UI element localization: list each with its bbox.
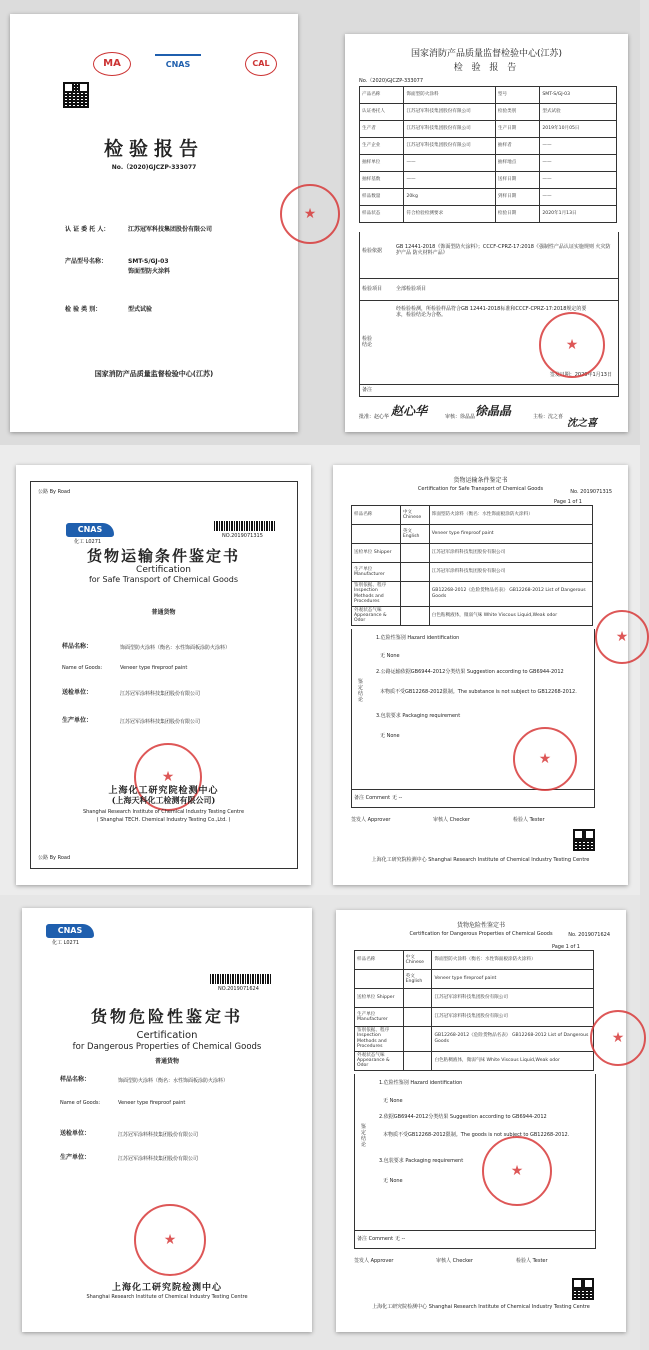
detail-footer: 上海化工研究院检测中心 Shanghai Research Institute of Chemical Industry Testing Centre xyxy=(372,1304,590,1310)
tester-label: 主检：沈之喜 xyxy=(533,414,564,420)
table-cell: —— xyxy=(540,155,617,172)
org-cn-2: (上海天科化工检测有限公司) xyxy=(111,795,216,805)
table-cell xyxy=(403,1027,432,1052)
table-cell: 江苏冠军涂料科技集团股份有限公司 xyxy=(432,989,594,1008)
table-cell: 饰面型防火涂料（衡名：水性饰面板涂防火涂料） xyxy=(432,951,594,970)
table-cell: 认证委托人 xyxy=(360,104,404,121)
by-road-bottom: 公路 By Road xyxy=(38,855,71,861)
table-row xyxy=(355,970,594,989)
name-value: 饰面型防火涂料（衡名：水性饰面板涂防火涂料） xyxy=(118,1078,229,1084)
table-cell: 抽样单位 xyxy=(360,155,404,172)
table-cell: 英文 English xyxy=(403,970,432,989)
conclusion-1: 1.危险性鉴别 Hazard identification xyxy=(376,635,460,641)
approver-label: 签发人 Approver xyxy=(354,1258,394,1264)
table-cell: Veneer type fireproof paint xyxy=(432,970,594,989)
detail-subtitle: Certification for Dangerous Properties of Chemical Goods xyxy=(409,931,553,937)
approver-label: 签发人 Approver xyxy=(351,817,391,823)
page-indicator: Page 1 of 1 xyxy=(551,944,580,950)
report-title: 检验报告 xyxy=(103,138,204,160)
table-row xyxy=(355,1008,594,1027)
cert-number: NO.2019071624 xyxy=(218,986,259,992)
comment-value: 无 -- xyxy=(392,795,403,801)
cert-number: NO.2019071315 xyxy=(222,533,263,539)
table-row xyxy=(360,172,617,189)
table-row xyxy=(352,606,593,625)
table-cell: 中文 Chinese xyxy=(400,506,429,525)
table-cell: 生产企业 xyxy=(360,138,404,155)
detail-header: 国家消防产品质量监督检验中心(江苏) xyxy=(410,49,563,59)
comment-label: 备注 Comment xyxy=(354,795,391,801)
conclusion-1: 1.危险性鉴别 Hazard identification xyxy=(379,1080,463,1086)
red-seal-stamp: ★ xyxy=(539,312,605,378)
conclusion-1b: 无 None xyxy=(380,653,400,659)
remark-block xyxy=(359,384,619,397)
table-cell: 送检单位 Shipper xyxy=(355,989,404,1008)
table-cell: —— xyxy=(540,138,617,155)
table-cell xyxy=(352,525,401,544)
table-cell: 2020年1月13日 xyxy=(540,206,617,223)
tester-label: 检验人 Tester xyxy=(513,817,545,823)
name-en-value: Veneer type fireproof paint xyxy=(118,1100,186,1106)
red-seal-stamp: ★ xyxy=(482,1136,552,1206)
table-cell: 中文 Chinese xyxy=(403,951,432,970)
table-row xyxy=(355,989,594,1008)
checker-label: 审核人 Checker xyxy=(436,1258,473,1264)
report-cover-page xyxy=(10,14,317,432)
table-cell: 2019年10月05日 xyxy=(540,121,617,138)
approver-label: 批准：赵心华 xyxy=(359,414,390,420)
items-label: 检验项目 xyxy=(362,286,383,292)
table-cell xyxy=(400,606,429,625)
table-cell: 生产日期 xyxy=(495,121,539,138)
approver-signature: 赵心华 xyxy=(391,404,428,418)
table-cell: 样品名称 xyxy=(352,506,401,525)
table-cell: 白色粘稠液体，微弱气味 White Viscous Liquid,Weak odor xyxy=(429,606,592,625)
maker-value: 江苏冠军涂料科技集团股份有限公司 xyxy=(120,719,201,725)
detail-number: No. 2019071315 xyxy=(570,489,612,495)
ma-logo: MA xyxy=(93,52,131,76)
comment-value: 无 -- xyxy=(395,1236,406,1242)
conclusion-2: 2.依据GB6944-2012分类结果 Suggestion according to GB6944-2012 xyxy=(379,1114,547,1120)
table-cell: 生产单位 Manufacturer xyxy=(352,563,401,582)
sender-value: 江苏冠军涂料科技集团股份有限公司 xyxy=(120,691,201,697)
cal-logo: CAL xyxy=(245,52,277,76)
conclusion-2: 2.公路运输依据GB6944-2012分类结果 Suggestion according to GB6944-2012 xyxy=(376,669,564,675)
table-cell: 样品名称 xyxy=(355,951,404,970)
table-cell: 样品状态 xyxy=(360,206,404,223)
table-cell: 英文 English xyxy=(400,525,429,544)
detail-title: 检 验 报 告 xyxy=(453,63,520,73)
table-cell xyxy=(400,582,429,607)
detail-title: 货物危险性鉴定书 xyxy=(456,922,505,929)
transport-detail-page xyxy=(333,465,628,885)
org-en: Shanghai Research Institute of Chemical Industry Testing Centre xyxy=(86,1294,248,1300)
edge-seal-stamp: ★ xyxy=(595,610,649,664)
detail-title: 货物运输条件鉴定书 xyxy=(453,477,508,484)
table-cell: 抽样地点 xyxy=(495,155,539,172)
sender-label: 送检单位： xyxy=(62,689,93,696)
conclusion-text: 经检验检测，所检验样品符合GB 12441-2018标准和CCCF-CPRZ-17:2018规定的要求，检验结论为合格。 xyxy=(396,306,587,318)
qr-code xyxy=(63,82,89,108)
table-row xyxy=(355,1027,594,1052)
org-cn: 上海化工研究院检测中心 xyxy=(111,1283,222,1293)
org-en-1: Shanghai Research Institute of Chemical Industry Testing Centre xyxy=(82,809,245,815)
name-label: 样品名称： xyxy=(62,643,93,650)
name-label: 样品名称： xyxy=(60,1076,91,1083)
table-cell: 型式试验 xyxy=(540,104,617,121)
table-cell: —— xyxy=(540,189,617,206)
table-cell: 样品数量 xyxy=(360,189,404,206)
report-detail-page xyxy=(345,34,628,432)
table-row xyxy=(360,206,617,223)
remark-label: 备注 xyxy=(362,387,373,393)
maker-label: 生产单位： xyxy=(60,1154,91,1161)
name-en-value: Veneer type fireproof paint xyxy=(120,665,188,671)
conclusion-2b: 本物质不受GB12268-2012限制。The substance is not subject to GB12268-2012. xyxy=(380,689,577,695)
table-cell: 江苏冠军科技集团股份有限公司 xyxy=(404,121,495,138)
qr-code xyxy=(573,829,595,851)
table-cell xyxy=(400,563,429,582)
qr-code xyxy=(572,1278,594,1300)
maker-label: 生产单位： xyxy=(62,717,93,724)
table-cell: 外观状态气味 Appearance & Odor xyxy=(352,606,401,625)
sender-label: 送检单位： xyxy=(60,1130,91,1137)
conclusion-3b: 无 None xyxy=(380,733,400,739)
basis-block xyxy=(359,232,619,279)
report-number: No.（2020)GJCZP-333077 xyxy=(111,164,197,171)
report-info-table xyxy=(359,86,617,223)
table-row xyxy=(360,104,617,121)
table-row xyxy=(352,563,593,582)
goods-info-table xyxy=(354,950,594,1071)
barcode xyxy=(214,521,276,531)
red-seal-stamp: ★ xyxy=(134,1204,206,1276)
comment-label: 备注 Comment xyxy=(357,1236,394,1242)
basis-text: GB 12441-2018《饰面型防火涂料》；CCCF-CPRZ-17:2018《强制性产品认证实施规则 火灾防护产品 防火材料产品》 xyxy=(396,244,611,256)
table-cell: 饰面型防火涂料（衡名：水性饰面板涂防火涂料） xyxy=(429,506,592,525)
cert-title-en-1: Certification xyxy=(136,1030,198,1041)
org-en-2: ( Shanghai TECH. Chemical Industry Testing Co.,Ltd. ) xyxy=(96,817,231,823)
cert-title-en-2: for Safe Transport of Chemical Goods xyxy=(88,575,239,584)
table-cell: 江苏冠军涂料科技集团股份有限公司 xyxy=(432,1008,594,1027)
red-seal-stamp: ★ xyxy=(134,743,202,811)
goods-category: 普通货物 xyxy=(154,1058,179,1065)
table-cell: SMT-S/GJ-03 xyxy=(540,87,617,104)
table-row xyxy=(360,189,617,206)
items-text: 全部检验项目 xyxy=(396,286,427,292)
comment-block xyxy=(354,1230,596,1249)
detail-number: No.（2020)GJCZP-333077 xyxy=(359,78,424,84)
table-row xyxy=(352,525,593,544)
table-cell: 检验日期 xyxy=(495,206,539,223)
barcode xyxy=(210,974,272,984)
conclusion-2b: 本物质不受GB12268-2012限制。The goods is not subject to GB12268-2012. xyxy=(383,1132,570,1138)
cnas-sub: 化工 L0271 xyxy=(52,940,80,946)
table-cell: 符合检验检测要求 xyxy=(404,206,495,223)
side-label: 鉴 定 结 论 xyxy=(361,1124,367,1148)
tester-label: 检验人 Tester xyxy=(516,1258,548,1264)
conclusion-1b: 无 None xyxy=(383,1098,403,1104)
table-cell: 送样日期 xyxy=(495,172,539,189)
type-value: 型式试验 xyxy=(128,306,153,313)
conclusion-block xyxy=(354,1074,596,1231)
model-label: 产品型号名称： xyxy=(65,258,108,265)
cert-title-en-2: for Dangerous Properties of Chemical Goods xyxy=(72,1042,262,1052)
cnas-sub: 化工 L0271 xyxy=(74,539,102,545)
table-cell: 白色粘稠液体，微弱气味 White Viscous Liquid,Weak odor xyxy=(432,1051,594,1070)
cert-title: 货物危险性鉴定书 xyxy=(90,1007,243,1026)
basis-label: 检验依据 xyxy=(362,248,383,254)
red-seal-stamp: ★ xyxy=(513,727,577,791)
table-cell: GB12268-2012《危险货物品名表》 GB12268-2012 List of Dangerous Goods xyxy=(429,582,592,607)
table-cell: 20kg xyxy=(404,189,495,206)
table-cell xyxy=(355,970,404,989)
table-row xyxy=(360,138,617,155)
cnas-badge: CNAS xyxy=(46,924,94,938)
table-cell: 生产者 xyxy=(360,121,404,138)
checker-label: 审核人 Checker xyxy=(433,817,470,823)
org-cn-1: 上海化工研究院检测中心 xyxy=(108,786,219,796)
name-en-label: Name of Goods: xyxy=(62,665,103,671)
table-row xyxy=(355,951,594,970)
table-row xyxy=(360,87,617,104)
cert-title-en-1: Certification xyxy=(136,565,191,575)
table-cell: 产品名称 xyxy=(360,87,404,104)
detail-number: No. 2019071624 xyxy=(568,932,610,938)
table-cell: 江苏冠军涂料科技集团股份有限公司 xyxy=(429,563,592,582)
table-cell: —— xyxy=(540,172,617,189)
table-cell: 生产单位 Manufacturer xyxy=(355,1008,404,1027)
table-cell: 鉴别依据、程序 Inspection Methods and Procedures xyxy=(352,582,401,607)
table-cell: Veneer type fireproof paint xyxy=(429,525,592,544)
page-indicator: Page 1 of 1 xyxy=(553,499,582,505)
table-cell: 检验类别 xyxy=(495,104,539,121)
cnas-badge: CNAS xyxy=(66,523,114,537)
items-block xyxy=(359,278,619,301)
table-row xyxy=(352,582,593,607)
maker-value: 江苏冠军涂料科技集团股份有限公司 xyxy=(118,1156,199,1162)
table-cell: 江苏冠军科技集团股份有限公司 xyxy=(404,138,495,155)
checker-signature: 徐晶晶 xyxy=(475,404,512,418)
table-cell xyxy=(403,1008,432,1027)
model-value: SMT-S/GJ-03 xyxy=(128,258,169,265)
table-cell: 型号 xyxy=(495,87,539,104)
table-cell: 送检单位 Shipper xyxy=(352,544,401,563)
issuing-org: 国家消防产品质量监督检验中心(江苏) xyxy=(94,370,214,378)
by-road-top: 公路 By Road xyxy=(38,489,71,495)
conclusion-label: 检验结论 xyxy=(362,336,373,348)
conclusion-3: 3.包装要求 Packaging requirement xyxy=(379,1158,464,1164)
danger-detail-page xyxy=(336,910,626,1332)
transport-cover-page xyxy=(16,465,311,885)
detail-footer: 上海化工研究院检测中心 Shanghai Research Institute of Chemical Industry Testing Centre xyxy=(371,857,590,863)
table-cell: 抽样者 xyxy=(495,138,539,155)
table-row xyxy=(352,544,593,563)
red-seal-stamp: ★ xyxy=(280,184,340,244)
detail-subtitle: Certification for Safe Transport of Chemical Goods xyxy=(417,486,544,492)
model-value-2: 饰面型防火涂料 xyxy=(128,268,171,275)
goods-info-table xyxy=(351,505,593,626)
edge-seal-stamp: ★ xyxy=(590,1010,646,1066)
table-row xyxy=(360,121,617,138)
comment-block xyxy=(351,789,595,808)
conclusion-3: 3.包装要求 Packaging requirement xyxy=(376,713,461,719)
side-label: 鉴 定 结 论 xyxy=(358,679,364,703)
conclusion-3b: 无 None xyxy=(383,1178,403,1184)
table-cell: 饰面型防火涂料 xyxy=(404,87,495,104)
table-cell: —— xyxy=(404,172,495,189)
table-cell: GB12268-2012《危险货物品名表》 GB12268-2012 List of Dangerous Goods xyxy=(432,1027,594,1052)
table-cell: —— xyxy=(404,155,495,172)
table-cell: 鉴别依据、程序 Inspection Methods and Procedures xyxy=(355,1027,404,1052)
type-label: 检 验 类 别： xyxy=(65,306,102,313)
name-en-label: Name of Goods: xyxy=(60,1100,101,1106)
table-row xyxy=(360,155,617,172)
table-cell: 到样日期 xyxy=(495,189,539,206)
name-value: 饰面型防火涂料（衡名：水性饰面板涂防火涂料） xyxy=(120,645,231,651)
checker-label: 审核：徐晶晶 xyxy=(445,414,476,420)
cert-title: 货物运输条件鉴定书 xyxy=(86,547,240,565)
issue-date: 签发日期：2020年1月13日 xyxy=(549,372,612,378)
tester-signature: 沈之喜 xyxy=(567,418,597,429)
sender-value: 江苏冠军涂料科技集团股份有限公司 xyxy=(118,1132,199,1138)
table-cell: 抽样基数 xyxy=(360,172,404,189)
table-cell xyxy=(403,989,432,1008)
cnas-logo: CNAS xyxy=(155,54,201,74)
client-label: 认 证 委 托 人： xyxy=(65,226,110,233)
table-cell xyxy=(400,544,429,563)
table-row xyxy=(352,506,593,525)
table-cell: 外观状态气味 Appearance & Odor xyxy=(355,1051,404,1070)
table-cell xyxy=(403,1051,432,1070)
table-cell: 江苏冠军科技集团股份有限公司 xyxy=(404,104,495,121)
table-cell: 江苏冠军涂料科技集团股份有限公司 xyxy=(429,544,592,563)
client-value: 江苏冠军科技集团股份有限公司 xyxy=(128,226,213,233)
goods-category: 普通货物 xyxy=(151,609,176,616)
table-row xyxy=(355,1051,594,1070)
danger-cover-page xyxy=(22,908,312,1332)
